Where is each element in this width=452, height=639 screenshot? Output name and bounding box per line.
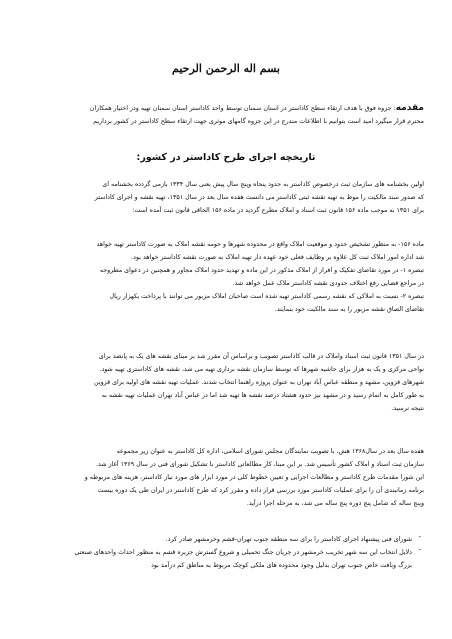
text-line: نتیجه نرسید.: [391, 405, 424, 412]
text-line: هفده سال بعد در سال۱۳۶۸ هش، با تصویب نمایندگان مجلس شورای اسلامی، اداره کل کاداستر به عنوان زیر مجموعه: [116, 448, 424, 455]
intro-line-1: : جزوه فوق با هدف ارتقاء سطح کاداستر در استان سمنان توسط واحد کاداستر استان سمنان تهیه ودر اختیار همکاران: [89, 105, 396, 112]
history-heading: تاریخچه اجرای طرح کاداستر در کشور:: [136, 152, 316, 163]
text-line: در مراجع قضایی رفع اختلاف حدودی نقشه کاداستر ملاک عمل خواهد شد.: [232, 280, 424, 287]
paragraph-article-156: [28, 238, 424, 316]
list-item: [28, 533, 412, 546]
bullet-list: [28, 533, 424, 572]
text-line: بزرگ وبافت خاص جنوب تهران بدلیل وجود محدوده های ملکی کوچک مربوط به مناطق کم درآمد بود: [151, 562, 412, 569]
basmala-heading: بسم اله الرحمن الرحیم: [172, 62, 280, 75]
text-line: برنامه زمانبندی آن را برای عملیات کاداستر مورد بررسی قرار داده و مقرر کرد که طرح کاداستر در ایران طی یک دوره بیست: [97, 487, 424, 494]
text-line: در سال ۱۳۵۱ قانون ثبت اسناد واملاک در قالب کاداستر تصویب و براساس آن مقرر شد بر مبنای نقشه های یک به پانصد برای: [98, 353, 424, 360]
intro-line-2: محترم قرار میگیرد امید است بتوانیم با اطلاعات مندرج در این جزوه گامهای موثری جهت ارتقاء سطح کاداستر در کشور برداریم: [93, 118, 424, 125]
text-line: - دلایل انتخاب این سه شهر تخریب خرمشهر در جریان جنگ تحمیلی و شروع گسترش جزیره قشم به منظور احداث واحدهای صنعتی: [74, 549, 412, 556]
text-line: وپنج ساله که شامل پنج دوره پنج ساله می شد، به مرحله اجرا درآید.: [246, 500, 424, 507]
text-line: که صدور سند مالکیت را موط به تهیه نقشه ثبتی کاداستر می دانست هفده سال بعد در سال ۱۳۵۱، تهیه نقشه و اجرای کاداستر: [94, 194, 424, 201]
text-line: این شورا مقدمات طرح کاداستر و مطالعات اجرایی و تعیین خطوط کلی در مورد ابزار های مورد نیاز کاداستر، هزینه های مربوطه و: [84, 474, 424, 481]
paragraph-1351-law: [28, 350, 424, 415]
text-line: ماده ۱۵۶- به منظور تشخیص حدود و موقعیت املاک واقع در محدوده شهرها و حومه نقشه املاک به صورت کاداستر تهیه خواهد: [96, 241, 424, 248]
text-line: تبصره ۲- نسبت به املاکی که نقشه رسمی کاداستر تهیه شده است صاحبان املاک مزبور می توانند با پرداخت یکهزار ریال: [109, 293, 424, 300]
text-line: - شورای فنی پیشنهاد اجرای کاداستر را برای سه منطقه جنوب تهران-قشم وخرمشهر صادر کرد.: [165, 536, 412, 543]
text-line: به طور کامل به اتمام رسید و در مشهد نیز حدود هشتاد درصد نقشه ها تهیه شد اما در عباس آباد تهران عملیات تهیه نقشه به: [101, 392, 424, 399]
intro-label: مقدمه: [395, 103, 424, 113]
text-line: نواحی مرکزی و یک به هزار برای حاشیه شهرها که توسط سازمان نقشه برداری تهیه می شد، نقشه های کاداستری تهیه شود.: [99, 366, 424, 373]
text-line: تبصره ۱- در مورد تقاضای تفکیک و افراز از املاک مذکور در این ماده و تهدید حدود املاک مجاور و همچنین در دعوای مطروحه: [99, 267, 424, 274]
paragraph-first-circulars: [28, 178, 424, 217]
intro-line: [28, 102, 424, 115]
text-line: سازمان ثبت اسناد و املاک کشور تأسیس شد. بر این مبنا، کار مطالعاتی کاداستر با تشکیل شورای فنی در سال ۱۳۶۹ آغاز شد.: [96, 461, 424, 468]
text-line: تقاضای الصاق نقشه مزبور را به سند مالکیت خود بنمایند.: [274, 306, 424, 313]
paragraph-1368-office: [28, 445, 424, 510]
text-line: اولین بخشنامه های سازمان ثبت درخصوص کاداستر به حدود پنجاه وپنج سال پیش یعنی سال ۱۳۳۴ بازمی گردده بخشنامه ای: [102, 181, 424, 188]
text-line: شد اداره امور املاک ثبت کل علاوه بر وظایف فعلی خود عهده دار تهیه املاک به صورت نقشه کاداستر خواهد بود.: [131, 254, 424, 261]
text-line: برای ۱۳۵۱ به موجب ماده ۱۵۶ قانون ثبت اسناد و املاک مطرح گردید در ماده ۱۵۶ الحاقی قانون ثبت آمده است:: [132, 207, 424, 214]
text-line: شهرهای قزوین، مشهد و منطقه عباس آباد تهران به عنوان پروژه راهنما انتخاب شدند. عملیات تهیه نقشه های اولیه برای قزوین: [94, 379, 424, 386]
intro-paragraph: [28, 102, 424, 128]
list-item: [28, 546, 412, 572]
